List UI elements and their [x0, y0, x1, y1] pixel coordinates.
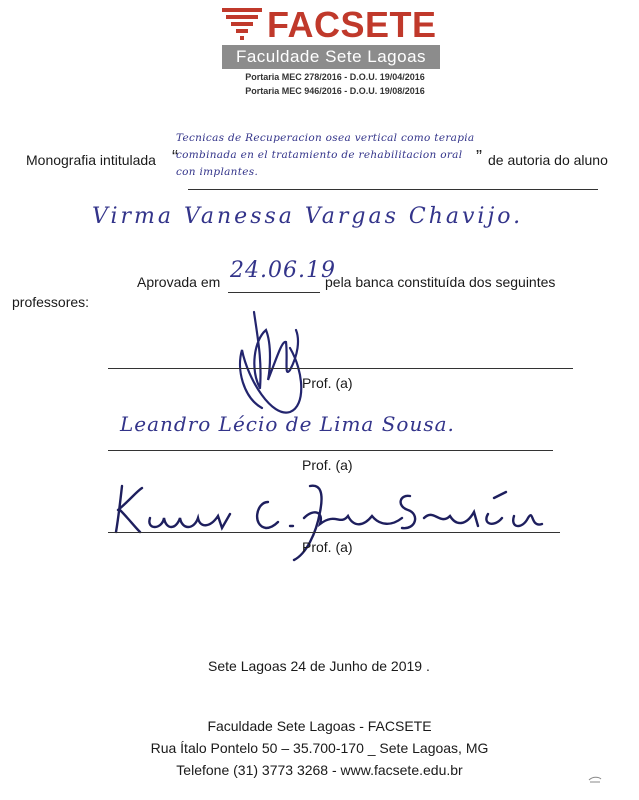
thesis-title-handwritten: Tecnicas de Recuperacion osea vertical como terapia combinada en el tratamiento de rehabilitacion oral con implantes. [176, 132, 475, 178]
approval-tail: pela banca constituída dos seguintes [325, 274, 556, 290]
portaria-1: Portaria MEC 278/2016 - D.O.U. 19/04/2016 [245, 72, 425, 82]
approval-date-handwritten: 24.06.19 [230, 258, 336, 283]
facsete-logo [222, 6, 442, 66]
logo-name: FACSETE [267, 4, 437, 45]
scan-mark-icon [587, 776, 603, 784]
signature-line-2 [108, 450, 553, 451]
footer-institution: Faculdade Sete Lagoas - FACSETE [207, 718, 432, 734]
statement-intro: Monografia intitulada [26, 152, 156, 168]
student-name-handwritten: Virma Vanessa Vargas Chavijo. [92, 204, 524, 229]
approval-label: Aprovada em [137, 274, 221, 290]
professor-label-2: Prof. (a) [302, 457, 353, 473]
professor-label-1: Prof. (a) [302, 375, 353, 391]
footer-address: Rua Ítalo Pontelo 50 – 35.700-170 _ Sete Lagoas, MG [150, 740, 489, 756]
signature-line-1 [108, 368, 573, 369]
title-underline [188, 189, 598, 190]
facsete-logo-mark-icon [222, 8, 262, 40]
quote-close: ” [476, 147, 482, 167]
portaria-2: Portaria MEC 946/2016 - D.O.U. 19/08/2016 [245, 86, 425, 96]
signature-2-handwritten: Leandro Lécio de Lima Sousa. [120, 412, 455, 436]
statement-outro: de autoria do aluno [488, 152, 608, 168]
quote-open: “ [172, 147, 178, 167]
date-line: Sete Lagoas 24 de Junho de 2019 . [208, 658, 430, 674]
approval-date-underline [228, 292, 320, 293]
professors-label: professores: [12, 294, 90, 310]
signature-line-3 [108, 532, 560, 533]
logo-subtitle: Faculdade Sete Lagoas [222, 45, 440, 69]
professor-label-3: Prof. (a) [302, 539, 353, 555]
signature-1 [232, 300, 332, 425]
footer-contact: Telefone (31) 3773 3268 - www.facsete.edu.br [176, 762, 463, 778]
